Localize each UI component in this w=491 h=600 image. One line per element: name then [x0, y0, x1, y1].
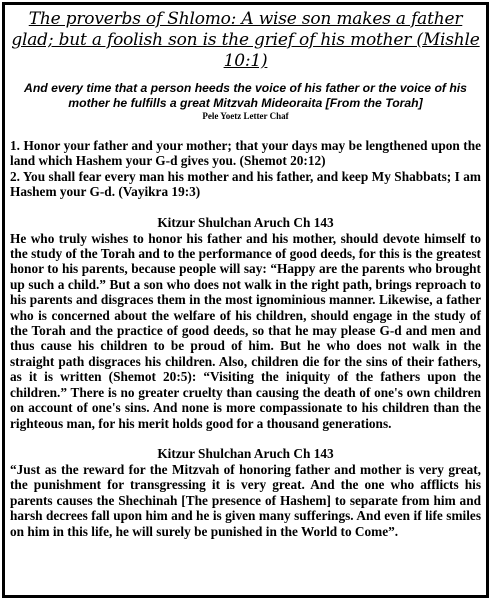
section-1-heading: Kitzur Shulchan Aruch Ch 143	[157, 214, 334, 230]
page-title: The proverbs of Shlomo: A wise son makes a father glad; but a foolish son is the grief of his mother (Mishle 10:1)	[11, 9, 480, 71]
commandment-2: 2. You shall fear every man his mother and his father, and keep My Shabbats; I am Hashem your G-d. (Vayikra 19:3)	[10, 168, 481, 200]
section-1-text: He who truly wishes to honor his father and his mother, should devote himself to the study of the Torah and to the performance of good deeds, for this is the greatest honor to his parents, because people will say: “Happy are the parents who brought up such a child.” But a son who does not walk in the right path, brings reproach to his parents and disgraces them in the most ignominious manner. Likewise, a father who is concerned about the welfare of his children, should engage in the study of the Torah and the practice of good deeds, so that he may please G-d and men and thus cause his children to be proud of him. But he who does not walk in the straight path disgraces his children. Also, children die for the sins of their fathers, as it is written (Shemot 20:5): “Visiting the iniquity of the fathers upon the children.” There is no greater cruelty than causing the death of one's own children on account of one's sins. And none is more compassionate to his children than the righteous man, for his merit holds good for a thousand generations.	[10, 230, 481, 431]
document-page	[2, 2, 489, 598]
section-2-heading: Kitzur Shulchan Aruch Ch 143	[157, 445, 334, 461]
section-2-text: “Just as the reward for the Mitzvah of honoring father and mother is very great, the punishment for transgressing it is very great. And the one who afflicts his parents causes the Shechinah [The presence of Hashem] to separate from him and harsh decrees fall upon him and he is given many sufferings. And even if life smiles on him in this life, he will surely be punished in the World to Come”.	[10, 461, 481, 539]
subtitle-source: Pele Yoetz Letter Chaf	[202, 111, 289, 121]
subtitle: And every time that a person heeds the voice of his father or the voice of his mother he fulfills a great Mitzvah Mideoraita [From the Torah]	[24, 81, 467, 110]
commandment-1: 1. Honor your father and your mother; that your days may be lengthened upon the land which Hashem your G-d gives you. (Shemot 20:12)	[10, 138, 481, 169]
